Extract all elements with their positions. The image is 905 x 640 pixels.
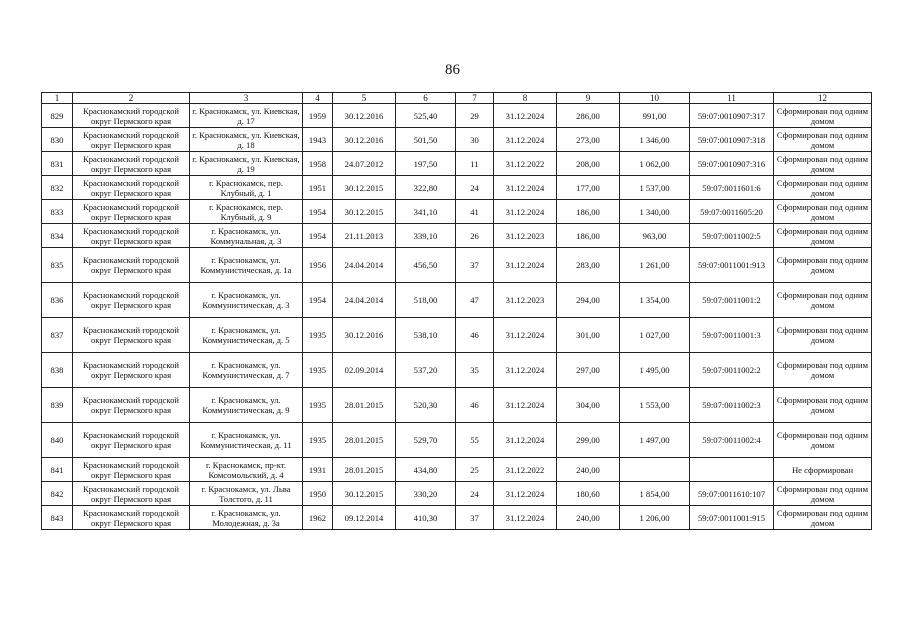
deadline-cell: 31.12.2024 <box>494 248 557 283</box>
row-number: 830 <box>42 128 73 152</box>
value-cell: 297,00 <box>557 353 620 388</box>
year-cell: 1935 <box>303 388 333 423</box>
table-row <box>42 224 872 248</box>
status-cell: Сформирован под одним домом <box>774 506 872 530</box>
year-cell: 1935 <box>303 318 333 353</box>
district-cell: Краснокамский городской округ Пермского края <box>73 128 190 152</box>
cadastral-number-cell: 59:07:0011002:4 <box>690 423 774 458</box>
table-row <box>42 283 872 318</box>
count-cell: 24 <box>456 482 494 506</box>
area-cell: 520,30 <box>396 388 456 423</box>
row-number: 837 <box>42 318 73 353</box>
address-cell: г. Краснокамск, ул. Льва Толстого, д. 11 <box>190 482 303 506</box>
cadastral-number-cell: 59:07:0011001:913 <box>690 248 774 283</box>
cadastral-number-cell: 59:07:0011001:3 <box>690 318 774 353</box>
table-row <box>42 176 872 200</box>
row-number: 836 <box>42 283 73 318</box>
status-cell: Сформирован под одним домом <box>774 128 872 152</box>
count-cell: 46 <box>456 318 494 353</box>
date-cell: 09.12.2014 <box>333 506 396 530</box>
deadline-cell: 31.12.2022 <box>494 152 557 176</box>
address-cell: г. Краснокамск, ул. Киевская, д. 18 <box>190 128 303 152</box>
district-cell: Краснокамский городской округ Пермского края <box>73 506 190 530</box>
status-cell: Сформирован под одним домом <box>774 152 872 176</box>
date-cell: 28.01.2015 <box>333 388 396 423</box>
status-cell: Не сформирован <box>774 458 872 482</box>
area-cell: 538,10 <box>396 318 456 353</box>
address-cell: г. Краснокамск, ул. Коммунистическая, д. 1а <box>190 248 303 283</box>
row-number: 829 <box>42 104 73 128</box>
land-area-cell: 1 495,00 <box>620 353 690 388</box>
value-cell: 186,00 <box>557 200 620 224</box>
address-cell: г. Краснокамск, ул. Коммунистическая, д. 3 <box>190 283 303 318</box>
column-header: 11 <box>690 93 774 104</box>
year-cell: 1958 <box>303 152 333 176</box>
year-cell: 1959 <box>303 104 333 128</box>
district-cell: Краснокамский городской округ Пермского края <box>73 200 190 224</box>
count-cell: 37 <box>456 506 494 530</box>
district-cell: Краснокамский городской округ Пермского края <box>73 248 190 283</box>
deadline-cell: 31.12.2024 <box>494 482 557 506</box>
count-cell: 37 <box>456 248 494 283</box>
table-row <box>42 248 872 283</box>
row-number: 831 <box>42 152 73 176</box>
value-cell: 294,00 <box>557 283 620 318</box>
column-header: 2 <box>73 93 190 104</box>
date-cell: 30.12.2015 <box>333 482 396 506</box>
column-header: 6 <box>396 93 456 104</box>
land-area-cell: 1 354,00 <box>620 283 690 318</box>
district-cell: Краснокамский городской округ Пермского края <box>73 318 190 353</box>
district-cell: Краснокамский городской округ Пермского края <box>73 283 190 318</box>
row-number: 843 <box>42 506 73 530</box>
value-cell: 208,00 <box>557 152 620 176</box>
address-cell: г. Краснокамск, ул. Коммунистическая, д. 11 <box>190 423 303 458</box>
status-cell: Сформирован под одним домом <box>774 200 872 224</box>
date-cell: 30.12.2015 <box>333 200 396 224</box>
address-cell: г. Краснокамск, пр-кт. Комсомольский, д. 4 <box>190 458 303 482</box>
area-cell: 537,20 <box>396 353 456 388</box>
land-area-cell: 1 062,00 <box>620 152 690 176</box>
table-row <box>42 318 872 353</box>
row-number: 838 <box>42 353 73 388</box>
district-cell: Краснокамский городской округ Пермского края <box>73 152 190 176</box>
value-cell: 240,00 <box>557 506 620 530</box>
area-cell: 434,80 <box>396 458 456 482</box>
housing-registry-table <box>41 92 872 530</box>
year-cell: 1943 <box>303 128 333 152</box>
land-area-cell: 1 261,00 <box>620 248 690 283</box>
cadastral-number-cell: 59:07:0011001:915 <box>690 506 774 530</box>
row-number: 835 <box>42 248 73 283</box>
year-cell: 1931 <box>303 458 333 482</box>
district-cell: Краснокамский городской округ Пермского края <box>73 224 190 248</box>
table-row <box>42 104 872 128</box>
date-cell: 24.04.2014 <box>333 248 396 283</box>
year-cell: 1956 <box>303 248 333 283</box>
deadline-cell: 31.12.2022 <box>494 458 557 482</box>
year-cell: 1935 <box>303 423 333 458</box>
count-cell: 25 <box>456 458 494 482</box>
date-cell: 30.12.2016 <box>333 104 396 128</box>
status-cell: Сформирован под одним домом <box>774 104 872 128</box>
area-cell: 518,00 <box>396 283 456 318</box>
land-area-cell <box>620 458 690 482</box>
table-row <box>42 353 872 388</box>
value-cell: 299,00 <box>557 423 620 458</box>
column-header: 1 <box>42 93 73 104</box>
district-cell: Краснокамский городской округ Пермского края <box>73 458 190 482</box>
count-cell: 46 <box>456 388 494 423</box>
date-cell: 30.12.2015 <box>333 176 396 200</box>
row-number: 832 <box>42 176 73 200</box>
year-cell: 1954 <box>303 224 333 248</box>
table-row <box>42 423 872 458</box>
status-cell: Сформирован под одним домом <box>774 388 872 423</box>
column-header: 7 <box>456 93 494 104</box>
status-cell: Сформирован под одним домом <box>774 224 872 248</box>
land-area-cell: 1 340,00 <box>620 200 690 224</box>
land-area-cell: 1 553,00 <box>620 388 690 423</box>
deadline-cell: 31.12.2023 <box>494 224 557 248</box>
count-cell: 29 <box>456 104 494 128</box>
year-cell: 1962 <box>303 506 333 530</box>
land-area-cell: 1 027,00 <box>620 318 690 353</box>
area-cell: 197,50 <box>396 152 456 176</box>
date-cell: 30.12.2016 <box>333 128 396 152</box>
area-cell: 525,40 <box>396 104 456 128</box>
address-cell: г. Краснокамск, ул. Киевская, д. 19 <box>190 152 303 176</box>
year-cell: 1935 <box>303 353 333 388</box>
address-cell: г. Краснокамск, ул. Киевская, д. 17 <box>190 104 303 128</box>
row-number: 833 <box>42 200 73 224</box>
deadline-cell: 31.12.2024 <box>494 176 557 200</box>
deadline-cell: 31.12.2024 <box>494 423 557 458</box>
count-cell: 26 <box>456 224 494 248</box>
status-cell: Сформирован под одним домом <box>774 248 872 283</box>
table-row <box>42 128 872 152</box>
deadline-cell: 31.12.2024 <box>494 506 557 530</box>
cadastral-number-cell: 59:07:0011002:5 <box>690 224 774 248</box>
land-area-cell: 1 206,00 <box>620 506 690 530</box>
year-cell: 1951 <box>303 176 333 200</box>
cadastral-number-cell: 59:07:0011002:2 <box>690 353 774 388</box>
address-cell: г. Краснокамск, ул. Коммунистическая, д. 9 <box>190 388 303 423</box>
date-cell: 28.01.2015 <box>333 423 396 458</box>
value-cell: 240,00 <box>557 458 620 482</box>
area-cell: 529,70 <box>396 423 456 458</box>
address-cell: г. Краснокамск, ул. Коммунистическая, д. 7 <box>190 353 303 388</box>
value-cell: 301,00 <box>557 318 620 353</box>
status-cell: Сформирован под одним домом <box>774 482 872 506</box>
table-row <box>42 506 872 530</box>
count-cell: 41 <box>456 200 494 224</box>
land-area-cell: 1 497,00 <box>620 423 690 458</box>
column-header: 4 <box>303 93 333 104</box>
cadastral-number-cell: 59:07:0011001:2 <box>690 283 774 318</box>
deadline-cell: 31.12.2024 <box>494 353 557 388</box>
column-header: 9 <box>557 93 620 104</box>
address-cell: г. Краснокамск, пер. Клубный, д. 1 <box>190 176 303 200</box>
status-cell: Сформирован под одним домом <box>774 283 872 318</box>
table-row <box>42 200 872 224</box>
table-row <box>42 388 872 423</box>
area-cell: 501,50 <box>396 128 456 152</box>
cadastral-number-cell: 59:07:0010907:317 <box>690 104 774 128</box>
value-cell: 180,60 <box>557 482 620 506</box>
value-cell: 304,00 <box>557 388 620 423</box>
date-cell: 24.04.2014 <box>333 283 396 318</box>
deadline-cell: 31.12.2024 <box>494 388 557 423</box>
land-area-cell: 1 537,00 <box>620 176 690 200</box>
address-cell: г. Краснокамск, ул. Коммунальная, д. 3 <box>190 224 303 248</box>
date-cell: 21.11.2013 <box>333 224 396 248</box>
district-cell: Краснокамский городской округ Пермского края <box>73 388 190 423</box>
row-number: 840 <box>42 423 73 458</box>
district-cell: Краснокамский городской округ Пермского края <box>73 176 190 200</box>
value-cell: 177,00 <box>557 176 620 200</box>
deadline-cell: 31.12.2024 <box>494 104 557 128</box>
count-cell: 47 <box>456 283 494 318</box>
status-cell: Сформирован под одним домом <box>774 318 872 353</box>
status-cell: Сформирован под одним домом <box>774 353 872 388</box>
district-cell: Краснокамский городской округ Пермского края <box>73 482 190 506</box>
year-cell: 1954 <box>303 200 333 224</box>
date-cell: 02.09.2014 <box>333 353 396 388</box>
date-cell: 24.07.2012 <box>333 152 396 176</box>
cadastral-number-cell: 59:07:0011610:107 <box>690 482 774 506</box>
date-cell: 28.01.2015 <box>333 458 396 482</box>
value-cell: 273,00 <box>557 128 620 152</box>
header-row <box>42 93 872 104</box>
count-cell: 11 <box>456 152 494 176</box>
deadline-cell: 31.12.2024 <box>494 318 557 353</box>
cadastral-number-cell <box>690 458 774 482</box>
count-cell: 24 <box>456 176 494 200</box>
cadastral-number-cell: 59:07:0011601:6 <box>690 176 774 200</box>
table-row <box>42 482 872 506</box>
status-cell: Сформирован под одним домом <box>774 176 872 200</box>
page-number: 86 <box>445 62 460 78</box>
column-header: 8 <box>494 93 557 104</box>
area-cell: 330,20 <box>396 482 456 506</box>
area-cell: 410,30 <box>396 506 456 530</box>
count-cell: 35 <box>456 353 494 388</box>
value-cell: 283,00 <box>557 248 620 283</box>
cadastral-number-cell: 59:07:0010907:318 <box>690 128 774 152</box>
date-cell: 30.12.2016 <box>333 318 396 353</box>
cadastral-number-cell: 59:07:0011002:3 <box>690 388 774 423</box>
deadline-cell: 31.12.2024 <box>494 200 557 224</box>
address-cell: г. Краснокамск, пер. Клубный, д. 9 <box>190 200 303 224</box>
deadline-cell: 31.12.2023 <box>494 283 557 318</box>
column-header: 3 <box>190 93 303 104</box>
row-number: 842 <box>42 482 73 506</box>
table-row <box>42 152 872 176</box>
value-cell: 286,00 <box>557 104 620 128</box>
address-cell: г. Краснокамск, ул. Молодежная, д. 3а <box>190 506 303 530</box>
district-cell: Краснокамский городской округ Пермского края <box>73 353 190 388</box>
land-area-cell: 963,00 <box>620 224 690 248</box>
value-cell: 186,00 <box>557 224 620 248</box>
row-number: 841 <box>42 458 73 482</box>
address-cell: г. Краснокамск, ул. Коммунистическая, д. 5 <box>190 318 303 353</box>
area-cell: 341,10 <box>396 200 456 224</box>
status-cell: Сформирован под одним домом <box>774 423 872 458</box>
row-number: 834 <box>42 224 73 248</box>
column-header: 10 <box>620 93 690 104</box>
area-cell: 339,10 <box>396 224 456 248</box>
year-cell: 1950 <box>303 482 333 506</box>
year-cell: 1954 <box>303 283 333 318</box>
deadline-cell: 31.12.2024 <box>494 128 557 152</box>
cadastral-number-cell: 59:07:0011605:20 <box>690 200 774 224</box>
area-cell: 322,80 <box>396 176 456 200</box>
table-row <box>42 458 872 482</box>
cadastral-number-cell: 59:07:0010907:316 <box>690 152 774 176</box>
district-cell: Краснокамский городской округ Пермского края <box>73 104 190 128</box>
column-header: 12 <box>774 93 872 104</box>
land-area-cell: 1 346,00 <box>620 128 690 152</box>
column-header: 5 <box>333 93 396 104</box>
district-cell: Краснокамский городской округ Пермского края <box>73 423 190 458</box>
row-number: 839 <box>42 388 73 423</box>
land-area-cell: 991,00 <box>620 104 690 128</box>
count-cell: 55 <box>456 423 494 458</box>
count-cell: 30 <box>456 128 494 152</box>
area-cell: 456,50 <box>396 248 456 283</box>
land-area-cell: 1 854,00 <box>620 482 690 506</box>
